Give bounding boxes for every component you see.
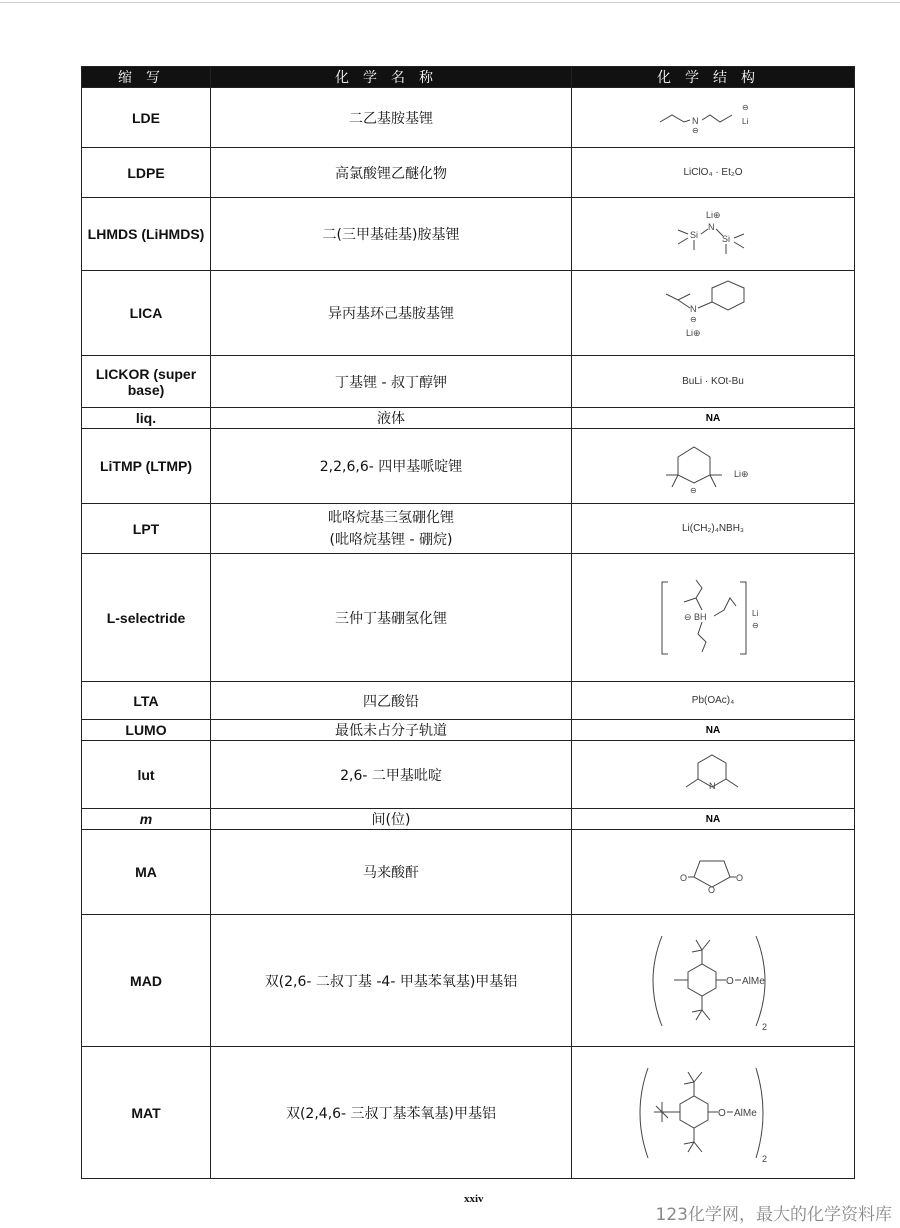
structure-cell: LiClO₄ · Et₂O xyxy=(572,148,855,198)
structure-cell xyxy=(572,741,855,809)
watermark-text: 123化学网，最大的化学资料库 xyxy=(655,1205,892,1225)
name-cell: 四乙酸铅 xyxy=(211,682,572,720)
table-row xyxy=(82,720,855,741)
name-cell: 2,6- 二甲基吡啶 xyxy=(211,741,572,809)
table-row xyxy=(82,1047,855,1179)
abbreviation-cell: m xyxy=(82,809,211,830)
mat-structure-icon xyxy=(628,1058,798,1168)
litmp-structure-icon xyxy=(658,435,768,497)
structure-cell: NA xyxy=(572,720,855,741)
svg-text:2: 2 xyxy=(762,1021,768,1032)
svg-text:O: O xyxy=(708,885,716,895)
svg-text:⊖: ⊖ xyxy=(692,125,699,135)
name-cell: 液体 xyxy=(211,408,572,429)
svg-text:N: N xyxy=(692,115,699,126)
abbreviation-cell: LICA xyxy=(82,271,211,356)
structure-cell xyxy=(572,915,855,1047)
table-row xyxy=(82,148,855,198)
svg-text:N: N xyxy=(708,222,715,232)
structure-cell: NA xyxy=(572,809,855,830)
scan-top-line xyxy=(0,2,900,3)
svg-text:⊖: ⊖ xyxy=(690,486,697,495)
svg-text:Si: Si xyxy=(690,230,699,240)
svg-text:Li: Li xyxy=(752,608,759,618)
structure-cell xyxy=(572,271,855,356)
svg-text:AlMe: AlMe xyxy=(734,1107,757,1119)
name-cell: 三仲丁基硼氢化锂 xyxy=(211,554,572,682)
table-row xyxy=(82,356,855,408)
table-row xyxy=(82,271,855,356)
abbreviation-cell: LiTMP (LTMP) xyxy=(82,429,211,504)
abbreviation-cell: LPT xyxy=(82,504,211,554)
table-row xyxy=(82,198,855,271)
table-row xyxy=(82,504,855,554)
table-row xyxy=(82,554,855,682)
abbreviation-cell: LDPE xyxy=(82,148,211,198)
abbreviation-cell: LICKOR (super base) xyxy=(82,356,211,408)
structure-cell: BuLi · KOt-Bu xyxy=(572,356,855,408)
abbreviation-cell: MAT xyxy=(82,1047,211,1179)
name-cell: 最低未占分子轨道 xyxy=(211,720,572,741)
abbreviation-cell: liq. xyxy=(82,408,211,429)
table-row xyxy=(82,682,855,720)
lutidine-structure-icon xyxy=(658,749,768,801)
lica-structure-icon xyxy=(658,276,768,350)
abbreviation-table xyxy=(81,66,855,1179)
structure-cell xyxy=(572,830,855,915)
structure-cell: Pb(OAc)₄ xyxy=(572,682,855,720)
name-cell: 2,2,6,6- 四甲基哌啶锂 xyxy=(211,429,572,504)
name-cell: 高氯酸锂乙醚化物 xyxy=(211,148,572,198)
svg-text:AlMe: AlMe xyxy=(742,975,765,987)
name-line: (吡咯烷基锂 - 硼烷) xyxy=(329,531,453,548)
structure-cell: NA xyxy=(572,408,855,429)
structure-cell xyxy=(572,1047,855,1179)
table-row xyxy=(82,88,855,148)
lhmds-structure-icon xyxy=(668,206,758,262)
abbreviation-cell: LHMDS (LiHMDS) xyxy=(82,198,211,271)
table-row xyxy=(82,741,855,809)
abbreviation-cell: LDE xyxy=(82,88,211,148)
abbreviation-cell: L-selectride xyxy=(82,554,211,682)
svg-text:Li⊕: Li⊕ xyxy=(734,469,749,479)
name-cell: 异丙基环己基胺基锂 xyxy=(211,271,572,356)
abbreviation-cell: lut xyxy=(82,741,211,809)
name-cell: 双(2,4,6- 三叔丁基苯氧基)甲基铝 xyxy=(211,1047,572,1179)
name-cell xyxy=(211,504,572,554)
structure-cell xyxy=(572,429,855,504)
svg-text:O: O xyxy=(726,975,734,987)
abbreviation-cell: LUMO xyxy=(82,720,211,741)
table-row xyxy=(82,915,855,1047)
name-line: 吡咯烷基三氢硼化锂 xyxy=(328,509,454,526)
svg-text:O: O xyxy=(680,873,688,883)
header-abbreviation: 缩写 xyxy=(82,67,211,88)
abbreviation-cell: MA xyxy=(82,830,211,915)
page-number: xxiv xyxy=(464,1193,484,1205)
abbreviation-cell: MAD xyxy=(82,915,211,1047)
svg-text:N: N xyxy=(709,780,716,791)
name-cell: 间(位) xyxy=(211,809,572,830)
l-selectride-structure-icon xyxy=(658,576,768,660)
structure-cell xyxy=(572,88,855,148)
abbreviation-cell: LTA xyxy=(82,682,211,720)
maleic-anhydride-structure-icon xyxy=(658,847,768,897)
svg-text:⊖: ⊖ xyxy=(690,315,697,324)
svg-text:Li⊕: Li⊕ xyxy=(686,328,701,338)
mad-structure-icon xyxy=(638,926,788,1036)
table-row xyxy=(82,830,855,915)
svg-text:2: 2 xyxy=(762,1153,768,1164)
svg-text:O: O xyxy=(718,1107,726,1119)
table-row xyxy=(82,809,855,830)
svg-text:⊖: ⊖ xyxy=(752,620,759,630)
header-chemical-name: 化学名称 xyxy=(211,67,572,88)
svg-text:Si: Si xyxy=(722,234,731,244)
structure-cell: Li(CH₂)₄NBH₃ xyxy=(572,504,855,554)
structure-cell xyxy=(572,198,855,271)
name-cell: 双(2,6- 二叔丁基 -4- 甲基苯氧基)甲基铝 xyxy=(211,915,572,1047)
svg-text:BH: BH xyxy=(694,611,707,622)
svg-text:Li: Li xyxy=(742,116,749,126)
svg-text:O: O xyxy=(736,873,744,883)
name-cell: 丁基锂 - 叔丁醇钾 xyxy=(211,356,572,408)
header-chemical-structure: 化学结构 xyxy=(572,67,855,88)
svg-text:⊖: ⊖ xyxy=(684,611,692,622)
svg-text:⊖: ⊖ xyxy=(742,102,749,112)
name-cell: 二(三甲基硅基)胺基锂 xyxy=(211,198,572,271)
structure-cell xyxy=(572,554,855,682)
svg-text:N: N xyxy=(690,304,697,314)
svg-text:Li⊕: Li⊕ xyxy=(706,210,721,220)
table-row xyxy=(82,408,855,429)
table-row xyxy=(82,429,855,504)
lde-structure-icon xyxy=(658,98,768,138)
name-cell: 二乙基胺基锂 xyxy=(211,88,572,148)
name-cell: 马来酸酐 xyxy=(211,830,572,915)
table-header-row xyxy=(82,67,855,88)
